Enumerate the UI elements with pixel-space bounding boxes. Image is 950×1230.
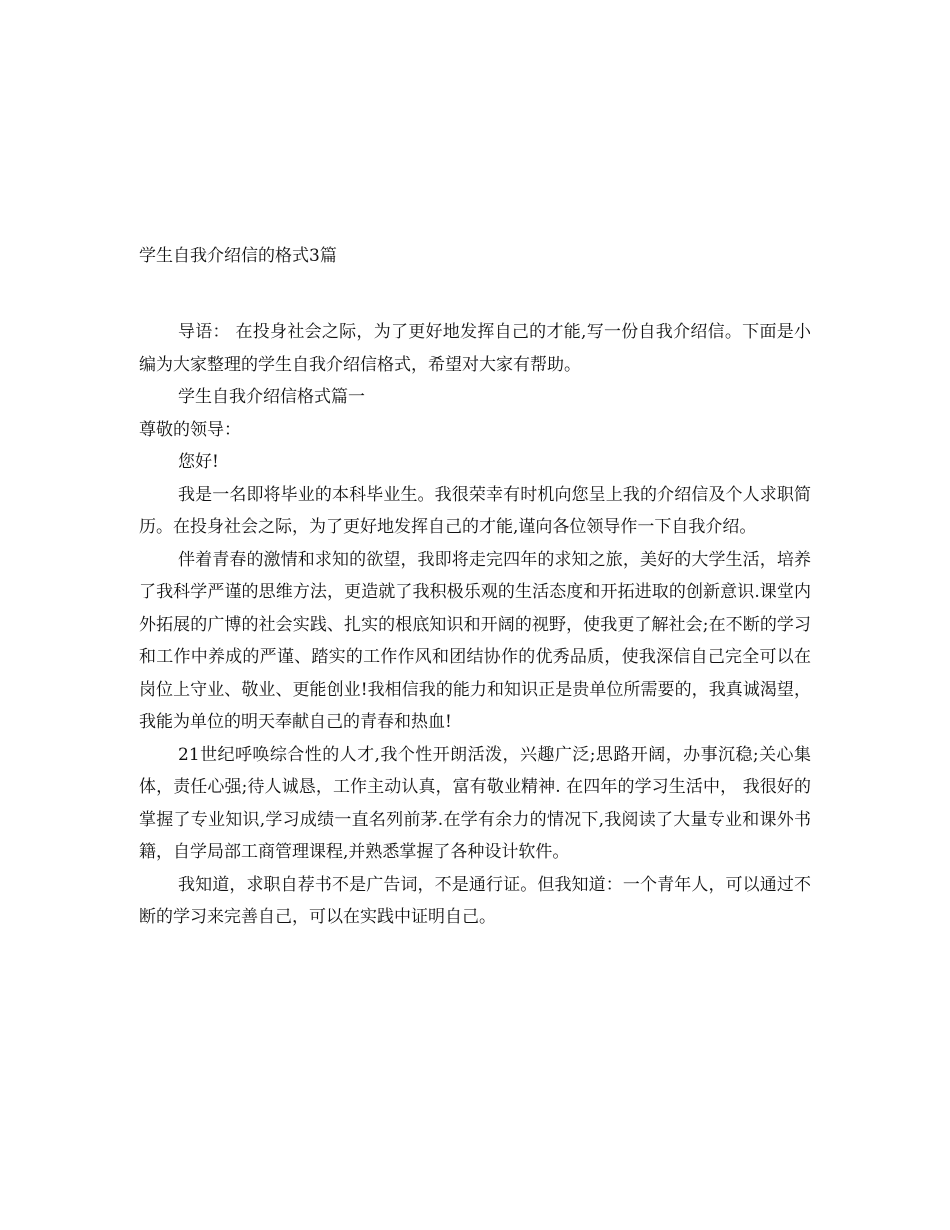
greeting: 您好!: [178, 452, 219, 472]
body-paragraph-introduction: 我是一名即将毕业的本科毕业生。我很荣幸有时机向您呈上我的介绍信及个人求职简历。在投身社会之际，为了更好地发挥自己的才能,谨向各位领导作一下自我介绍。: [139, 484, 811, 537]
document-title: 学生自我介绍信的格式3篇: [139, 246, 337, 266]
body-paragraph-university: 伴着青春的激情和求知的欲望，我即将走完四年的求知之旅，美好的大学生活，培养了我科学严谨的思维方法，更造就了我积极乐观的生活态度和开拓进取的创新意识.课堂内外拓展的广博的社会实践、扎实的根底知识和开阔的视野，使我更了解社会;在不断的学习和工作中养成的严谨、踏实的工作作风和团结协作的优秀品质，使我深信自己完全可以在岗位上守业、敬业、更能创业!我相信我的能力和知识正是贵单位所需要的，我真诚渴望，我能为单位的明天奉献自己的青春和热血!: [139, 549, 811, 732]
salutation: 尊敬的领导：: [139, 419, 241, 440]
body-paragraph-closing: 我知道，求职自荐书不是广告词，不是通行证。但我知道：一个青年人，可以通过不断的学习来完善自己，可以在实践中证明自己。: [139, 874, 811, 927]
intro-paragraph: 导语： 在投身社会之际，为了更好地发挥自己的才能,写一份自我介绍信。下面是小编为大家整理的学生自我介绍信格式，希望对大家有帮助。: [139, 322, 811, 375]
document-body: [139, 316, 811, 934]
section-heading: 学生自我介绍信格式篇一: [178, 387, 365, 407]
body-paragraph-personality: 21世纪呼唤综合性的人才,我个性开朗活泼，兴趣广泛;思路开阔，办事沉稳;关心集体，责任心强;待人诚恳，工作主动认真，富有敬业精神. 在四年的学习生活中， 我很好的掌握了专业知识,学习成绩一直名列前茅.在学有余力的情况下,我阅读了大量专业和课外书籍，自学局部工商管理课程,并熟悉掌握了各种设计软件。: [139, 744, 811, 862]
